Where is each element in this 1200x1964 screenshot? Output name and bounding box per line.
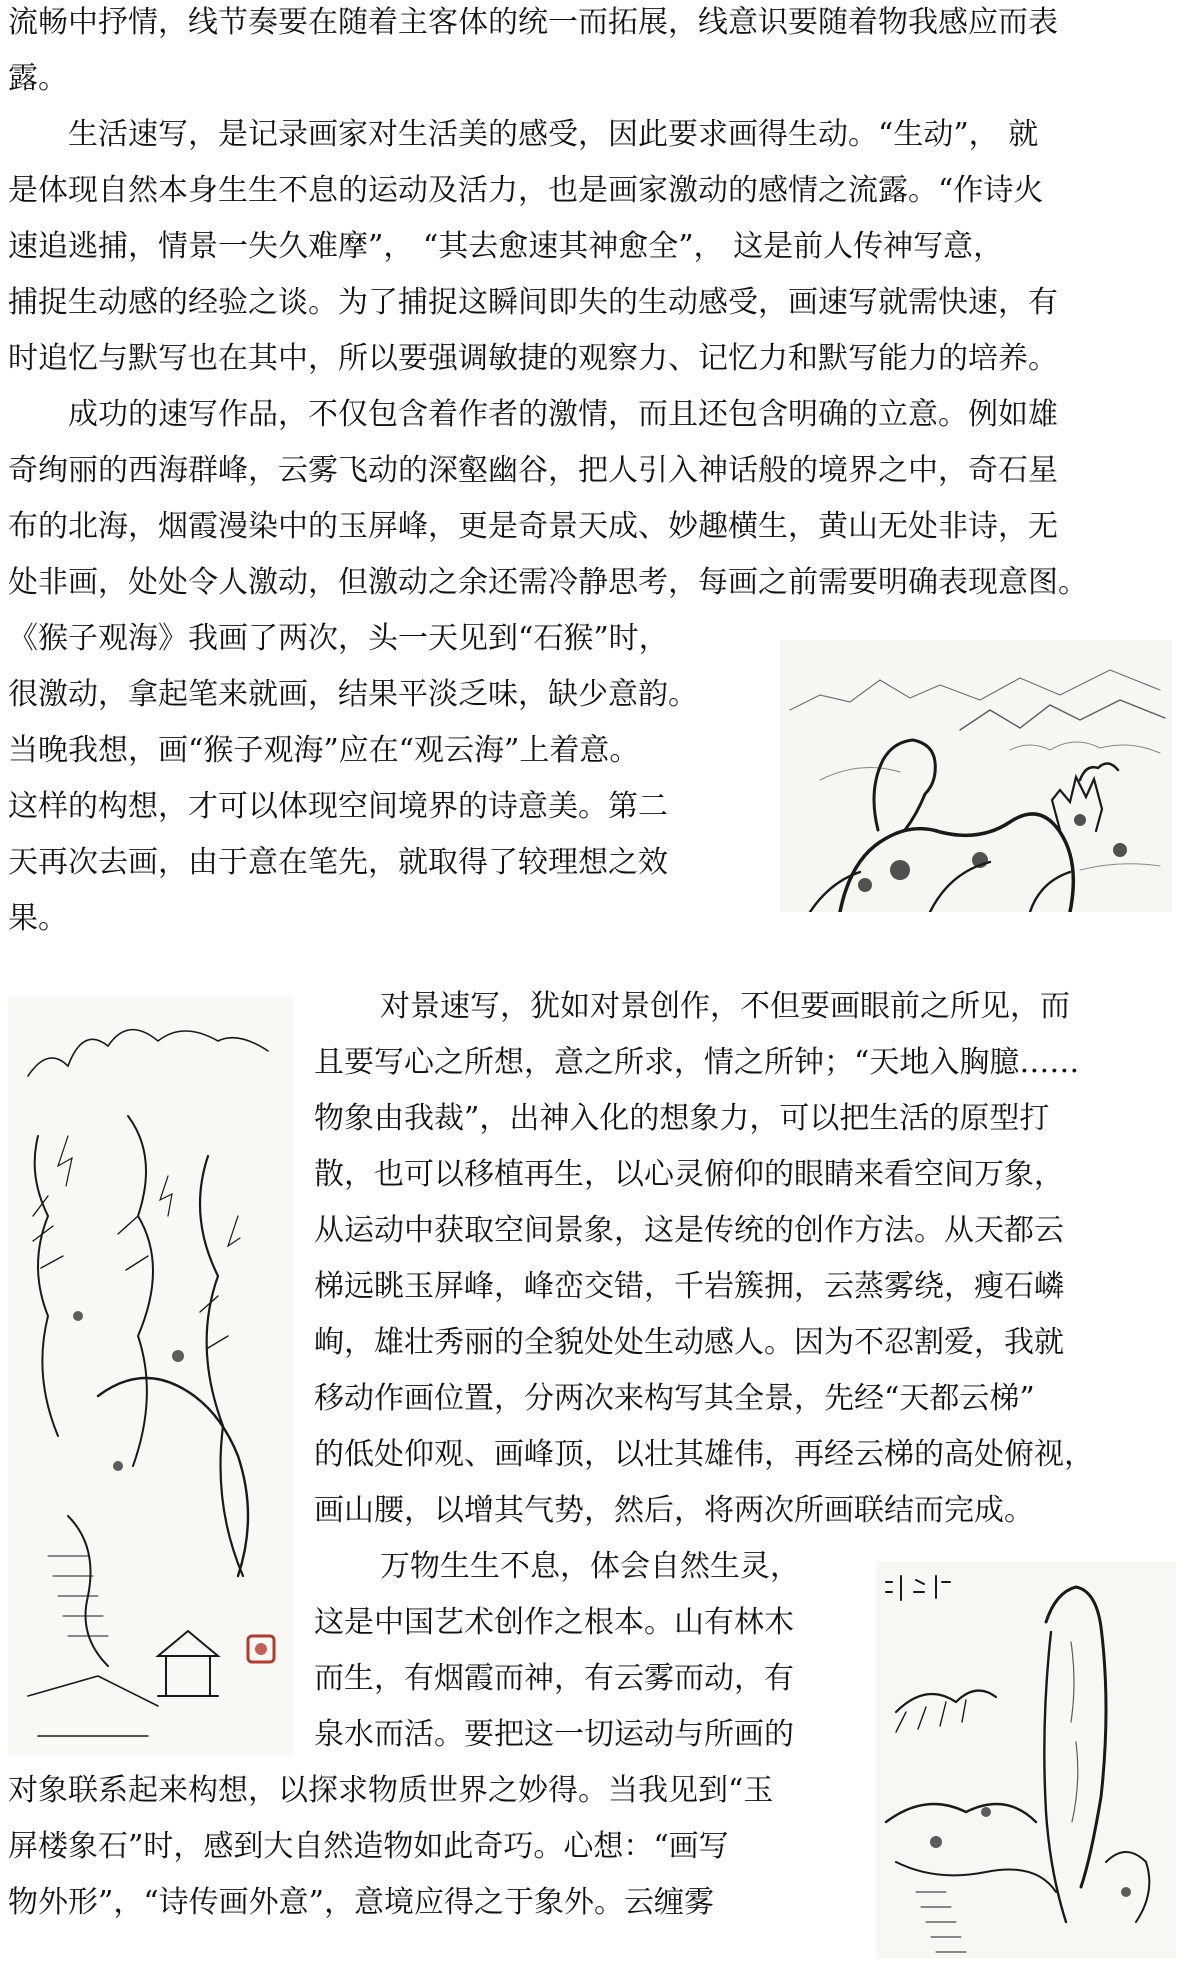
- text-line: 处非画，处处令人激动，但激动之余还需冷静思考，每画之前需要明确表现意图。: [8, 565, 1088, 600]
- text-line: 对景速写，犹如对景创作，不但要画眼前之所见，而: [380, 989, 1070, 1024]
- tiandu-cloud-ladder-sketch: [8, 996, 293, 1756]
- text-line: 梯远眺玉屏峰，峰峦交错，千岩簇拥，云蒸雾绕，瘦石嶙: [314, 1269, 1064, 1304]
- text-line: 很激动，拿起笔来就画，结果平淡乏味，缺少意韵。: [8, 677, 698, 712]
- text-line: 露。: [8, 61, 68, 96]
- text-line: 天再次去画，由于意在笔先，就取得了较理想之效: [8, 845, 668, 880]
- text-line: 而生，有烟霞而神，有云雾而动，有: [314, 1661, 794, 1696]
- text-line: 奇绚丽的西海群峰，云雾飞动的深壑幽谷，把人引入神话般的境界之中，奇石星: [8, 453, 1058, 488]
- text-line: 是体现自然本身生生不息的运动及活力，也是画家激动的感情之流露。“作诗火: [8, 173, 1044, 208]
- text-line: 果。: [8, 901, 68, 936]
- text-line: 移动作画位置，分两次来构写其全景，先经“天都云梯”: [314, 1381, 1035, 1416]
- text-line: 成功的速写作品，不仅包含着作者的激情，而且还包含明确的立意。例如雄: [68, 397, 1058, 432]
- text-line: 当晚我想，画“猴子观海”应在“观云海”上着意。: [8, 733, 640, 768]
- text-line: 这样的构想，才可以体现空间境界的诗意美。第二: [8, 789, 668, 824]
- text-line: 对象联系起来构想，以探求物质世界之妙得。当我见到“玉: [8, 1773, 774, 1808]
- text-line: 捕捉生动感的经验之谈。为了捕捉这瞬间即失的生动感受，画速写就需快速，有: [8, 285, 1058, 320]
- text-line: 这是中国艺术创作之根本。山有林木: [314, 1605, 794, 1640]
- text-line: 散，也可以移植再生，以心灵俯仰的眼睛来看空间万象，: [314, 1157, 1064, 1192]
- text-line: 从运动中获取空间景象，这是传统的创作方法。从天都云: [314, 1213, 1064, 1248]
- yuping-tower-rock-sketch: [876, 1562, 1176, 1958]
- monkey-watching-sea-sketch: [780, 640, 1172, 912]
- text-line: 万物生生不息，体会自然生灵，: [380, 1549, 800, 1584]
- text-line: 屏楼象石”时，感到大自然造物如此奇巧。心想：“画写: [8, 1829, 729, 1864]
- text-line: 生活速写，是记录画家对生活美的感受，因此要求画得生动。“生动”， 就: [68, 117, 1039, 152]
- text-line: 速追逃捕，情景一失久难摩”， “其去愈速其神愈全”， 这是前人传神写意，: [8, 229, 1004, 264]
- text-line: 泉水而活。要把这一切运动与所画的: [314, 1717, 794, 1752]
- text-line: 物象由我裁”，出神入化的想象力，可以把生活的原型打: [314, 1101, 1050, 1136]
- text-line: 的低处仰观、画峰顶，以壮其雄伟，再经云梯的高处俯视，: [314, 1437, 1094, 1472]
- text-line: 峋，雄壮秀丽的全貌处处生动感人。因为不忍割爱，我就: [314, 1325, 1064, 1360]
- text-line: 布的北海，烟霞漫染中的玉屏峰，更是奇景天成、妙趣横生，黄山无处非诗，无: [8, 509, 1058, 544]
- text-line: 画山腰，以增其气势，然后，将两次所画联结而完成。: [314, 1493, 1034, 1528]
- text-line: 物外形”，“诗传画外意”，意境应得之于象外。云缠雾: [8, 1885, 715, 1920]
- text-line: 时追忆与默写也在其中，所以要强调敏捷的观察力、记忆力和默写能力的培养。: [8, 341, 1058, 376]
- text-line: 《猴子观海》我画了两次，头一天见到“石猴”时，: [8, 621, 669, 656]
- text-line: 流畅中抒情，线节奏要在随着主客体的统一而拓展，线意识要随着物我感应而表: [8, 5, 1058, 40]
- text-line: 且要写心之所想，意之所求，情之所钟；“天地入胸臆……: [314, 1045, 1080, 1080]
